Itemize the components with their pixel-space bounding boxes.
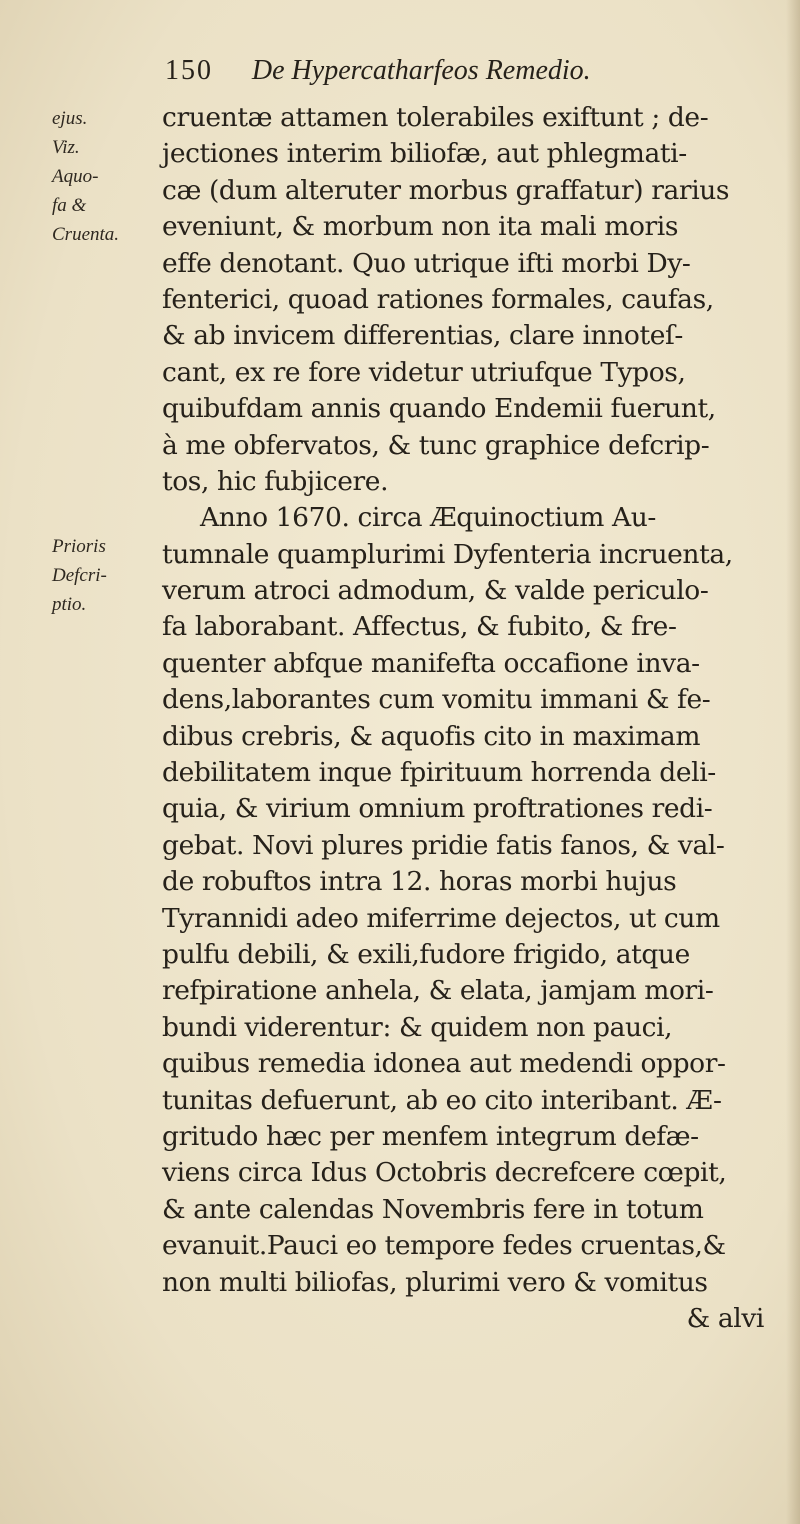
margin-note-line: Cruenta. bbox=[52, 224, 120, 245]
margin-note-line: Aquo- bbox=[52, 166, 99, 187]
margin-note-line: ptio. bbox=[52, 594, 87, 615]
margin-note-line: Defcri- bbox=[52, 565, 107, 586]
catchword-line: & alvi bbox=[686, 1302, 764, 1334]
margin-note-line: ejus. bbox=[52, 108, 88, 129]
text-line: bundi viderentur: & quidem non pauci, bbox=[162, 1011, 673, 1043]
running-head bbox=[165, 50, 725, 90]
margin-note-line: Viz. bbox=[52, 137, 80, 158]
text-line: tos, hic fubjicere. bbox=[162, 465, 389, 497]
text-line: viens circa Idus Octobris decrefcere cœpit, bbox=[162, 1157, 727, 1189]
text-line: pulfu debili, & exili,fudore frigido, atque bbox=[162, 938, 690, 970]
margin-note-line: Prioris bbox=[52, 536, 106, 557]
text-line: à me obfervatos, & tunc graphice defcrip- bbox=[162, 429, 710, 461]
text-line: fa laborabant. Affectus, & fubito, & fre- bbox=[162, 611, 677, 643]
text-line: tunitas defuerunt, ab eo cito interibant. Æ- bbox=[162, 1084, 722, 1116]
margin-note-line: fa & bbox=[52, 195, 87, 216]
text-line: quia, & virium omnium proftrationes redi- bbox=[162, 793, 713, 825]
text-line: tumnale quamplurimi Dyfenteria incruenta, bbox=[162, 538, 733, 570]
text-line: gebat. Novi plures pridie fatis fanos, & val- bbox=[162, 829, 725, 861]
text-line: cruentæ attamen tolerabiles exiftunt ; de- bbox=[162, 102, 709, 133]
text-line: jectiones interim biliofæ, aut phlegmati- bbox=[162, 138, 687, 170]
text-line: dens,laborantes cum vomitu immani & fe- bbox=[162, 684, 711, 716]
text-line: dibus crebris, & aquofis cito in maximam bbox=[162, 720, 701, 752]
margin-note-prioris-descriptio bbox=[52, 532, 152, 619]
body-text bbox=[162, 100, 790, 1337]
text-line: Tyrannidi adeo miferrime dejectos, ut cum bbox=[162, 902, 720, 934]
text-line: & ante calendas Novembris fere in totum bbox=[162, 1193, 704, 1225]
text-line: cant, ex re fore videtur utriufque Typos, bbox=[162, 356, 686, 388]
text-line: eveniunt, & morbum non ita mali moris bbox=[162, 211, 679, 243]
text-line: & ab invicem differentias, clare innoteſ- bbox=[162, 320, 683, 352]
margin-note-aquosa-cruenta bbox=[52, 104, 152, 249]
text-line: de robuftos intra 12. horas morbi hujus bbox=[162, 866, 677, 898]
text-line: quenter abfque manifefta occafione inva- bbox=[162, 647, 700, 679]
paragraph-start-line: Anno 1670. circa Æquinoctium Au- bbox=[200, 502, 656, 534]
text-line: quibus remedia idonea aut medendi oppor- bbox=[162, 1048, 726, 1080]
text-line: verum atroci admodum, & valde periculo- bbox=[162, 575, 709, 607]
text-line: cæ (dum alteruter morbus graffatur) rarius bbox=[162, 174, 730, 206]
text-line: evanuit.Pauci eo tempore fedes cruentas,& bbox=[162, 1230, 726, 1262]
text-line: non multi biliofas, plurimi vero & vomitus bbox=[162, 1266, 708, 1298]
running-head-title: De Hypercatharfeos Remedio. bbox=[251, 55, 591, 86]
text-line: refpiratione anhela, & elata, jamjam mori- bbox=[162, 975, 714, 1007]
text-line: fenterici, quoad rationes formales, caufas, bbox=[162, 283, 714, 315]
text-line: effe denotant. Quo utrique ifti morbi Dy- bbox=[162, 247, 691, 279]
text-line: gritudo hæc per menfem integrum defæ- bbox=[162, 1120, 699, 1152]
text-line: quibufdam annis quando Endemii fuerunt, bbox=[162, 393, 716, 425]
page-number: 150 bbox=[165, 55, 213, 86]
text-line: debilitatem inque fpirituum horrenda deli- bbox=[162, 757, 716, 789]
